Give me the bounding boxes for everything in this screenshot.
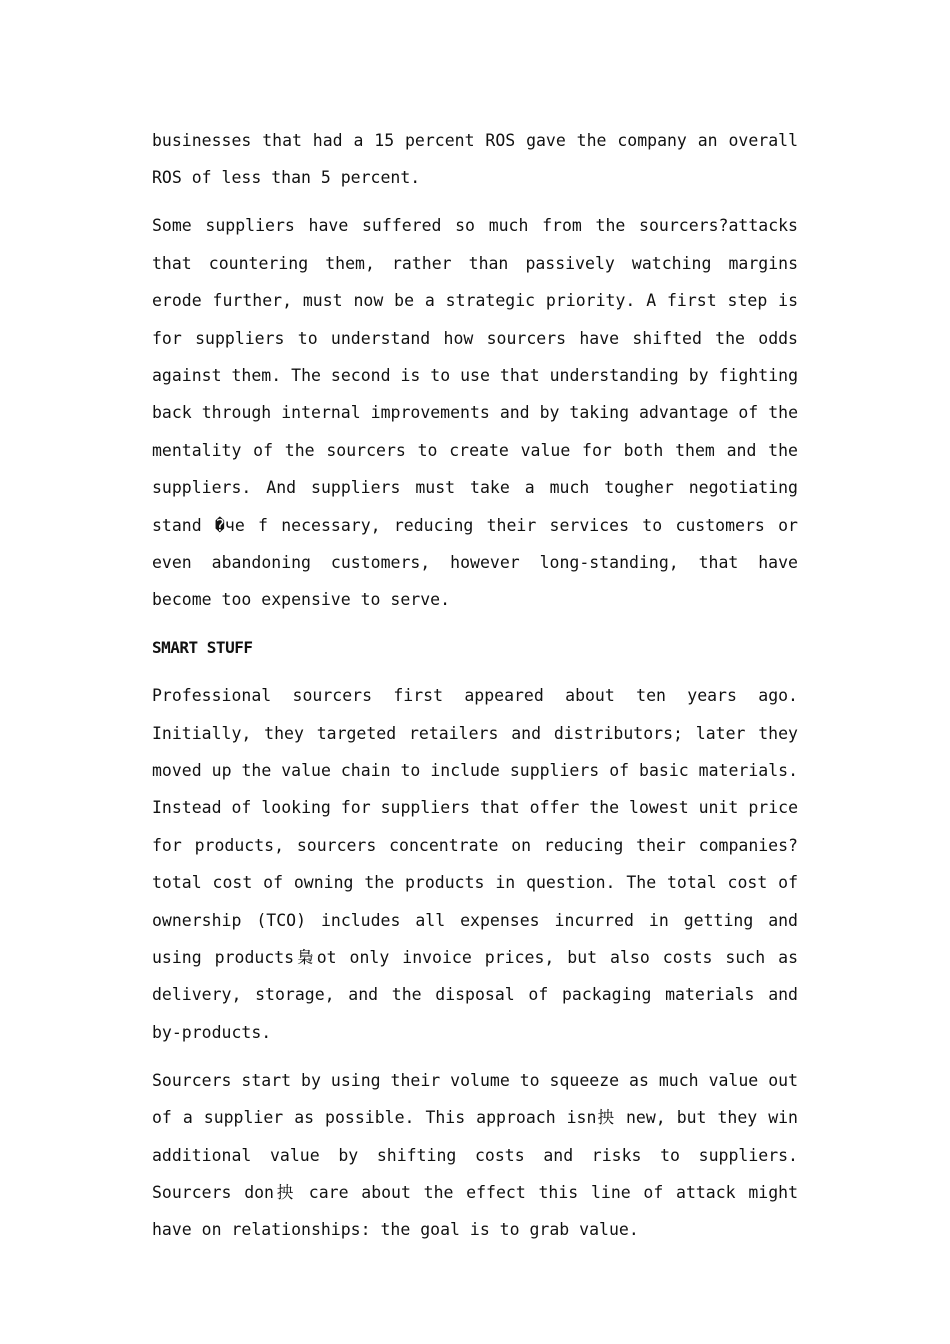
paragraph-sourcers-volume: Sourcers start by using their volume to squeeze as much value out of a supplier as possible. This approach isn抰 new, but they win additional value by shifting costs and risks to suppliers. Sourcers don抰 care about the effect this line of attack might have on relationships: the goal is to grab value. (152, 1070, 798, 1240)
document-page (152, 122, 798, 1259)
paragraph-suppliers-strategy: Some suppliers have suffered so much from the sourcers?attacks that countering them, rather than passively watching margins erode further, must now be a strategic priority. A first step is for suppliers to understand how sourcers have shifted the odds against them. The second is to use that understanding by fighting back through internal improvements and by taking advantage of the mentality of the sourcers to create value for both them and the suppliers. And suppliers must take a much tougher negotiating stand �че f necessary, reducing their services to customers or even abandoning customers, however long-standing, that have become too expensive to serve. (152, 216, 798, 610)
section-heading: SMART STUFF (152, 638, 253, 658)
paragraph-professional-sourcers: Professional sourcers first appeared about ten years ago. Initially, they targeted retailers and distributors; later they moved up the value chain to include suppliers of basic materials. Instead of looking for suppliers that offer the lowest unit price for products, sourcers concentrate on reducing their companies? total cost of owning the products in question. The total cost of ownership (TCO) includes all expenses incurred in getting and using products梟ot only invoice prices, but also costs such as delivery, storage, and the disposal of packaging materials and by-products. (152, 686, 798, 1042)
paragraph-ros: businesses that had a 15 percent ROS gave the company an overall ROS of less than 5 percent. (152, 131, 798, 188)
